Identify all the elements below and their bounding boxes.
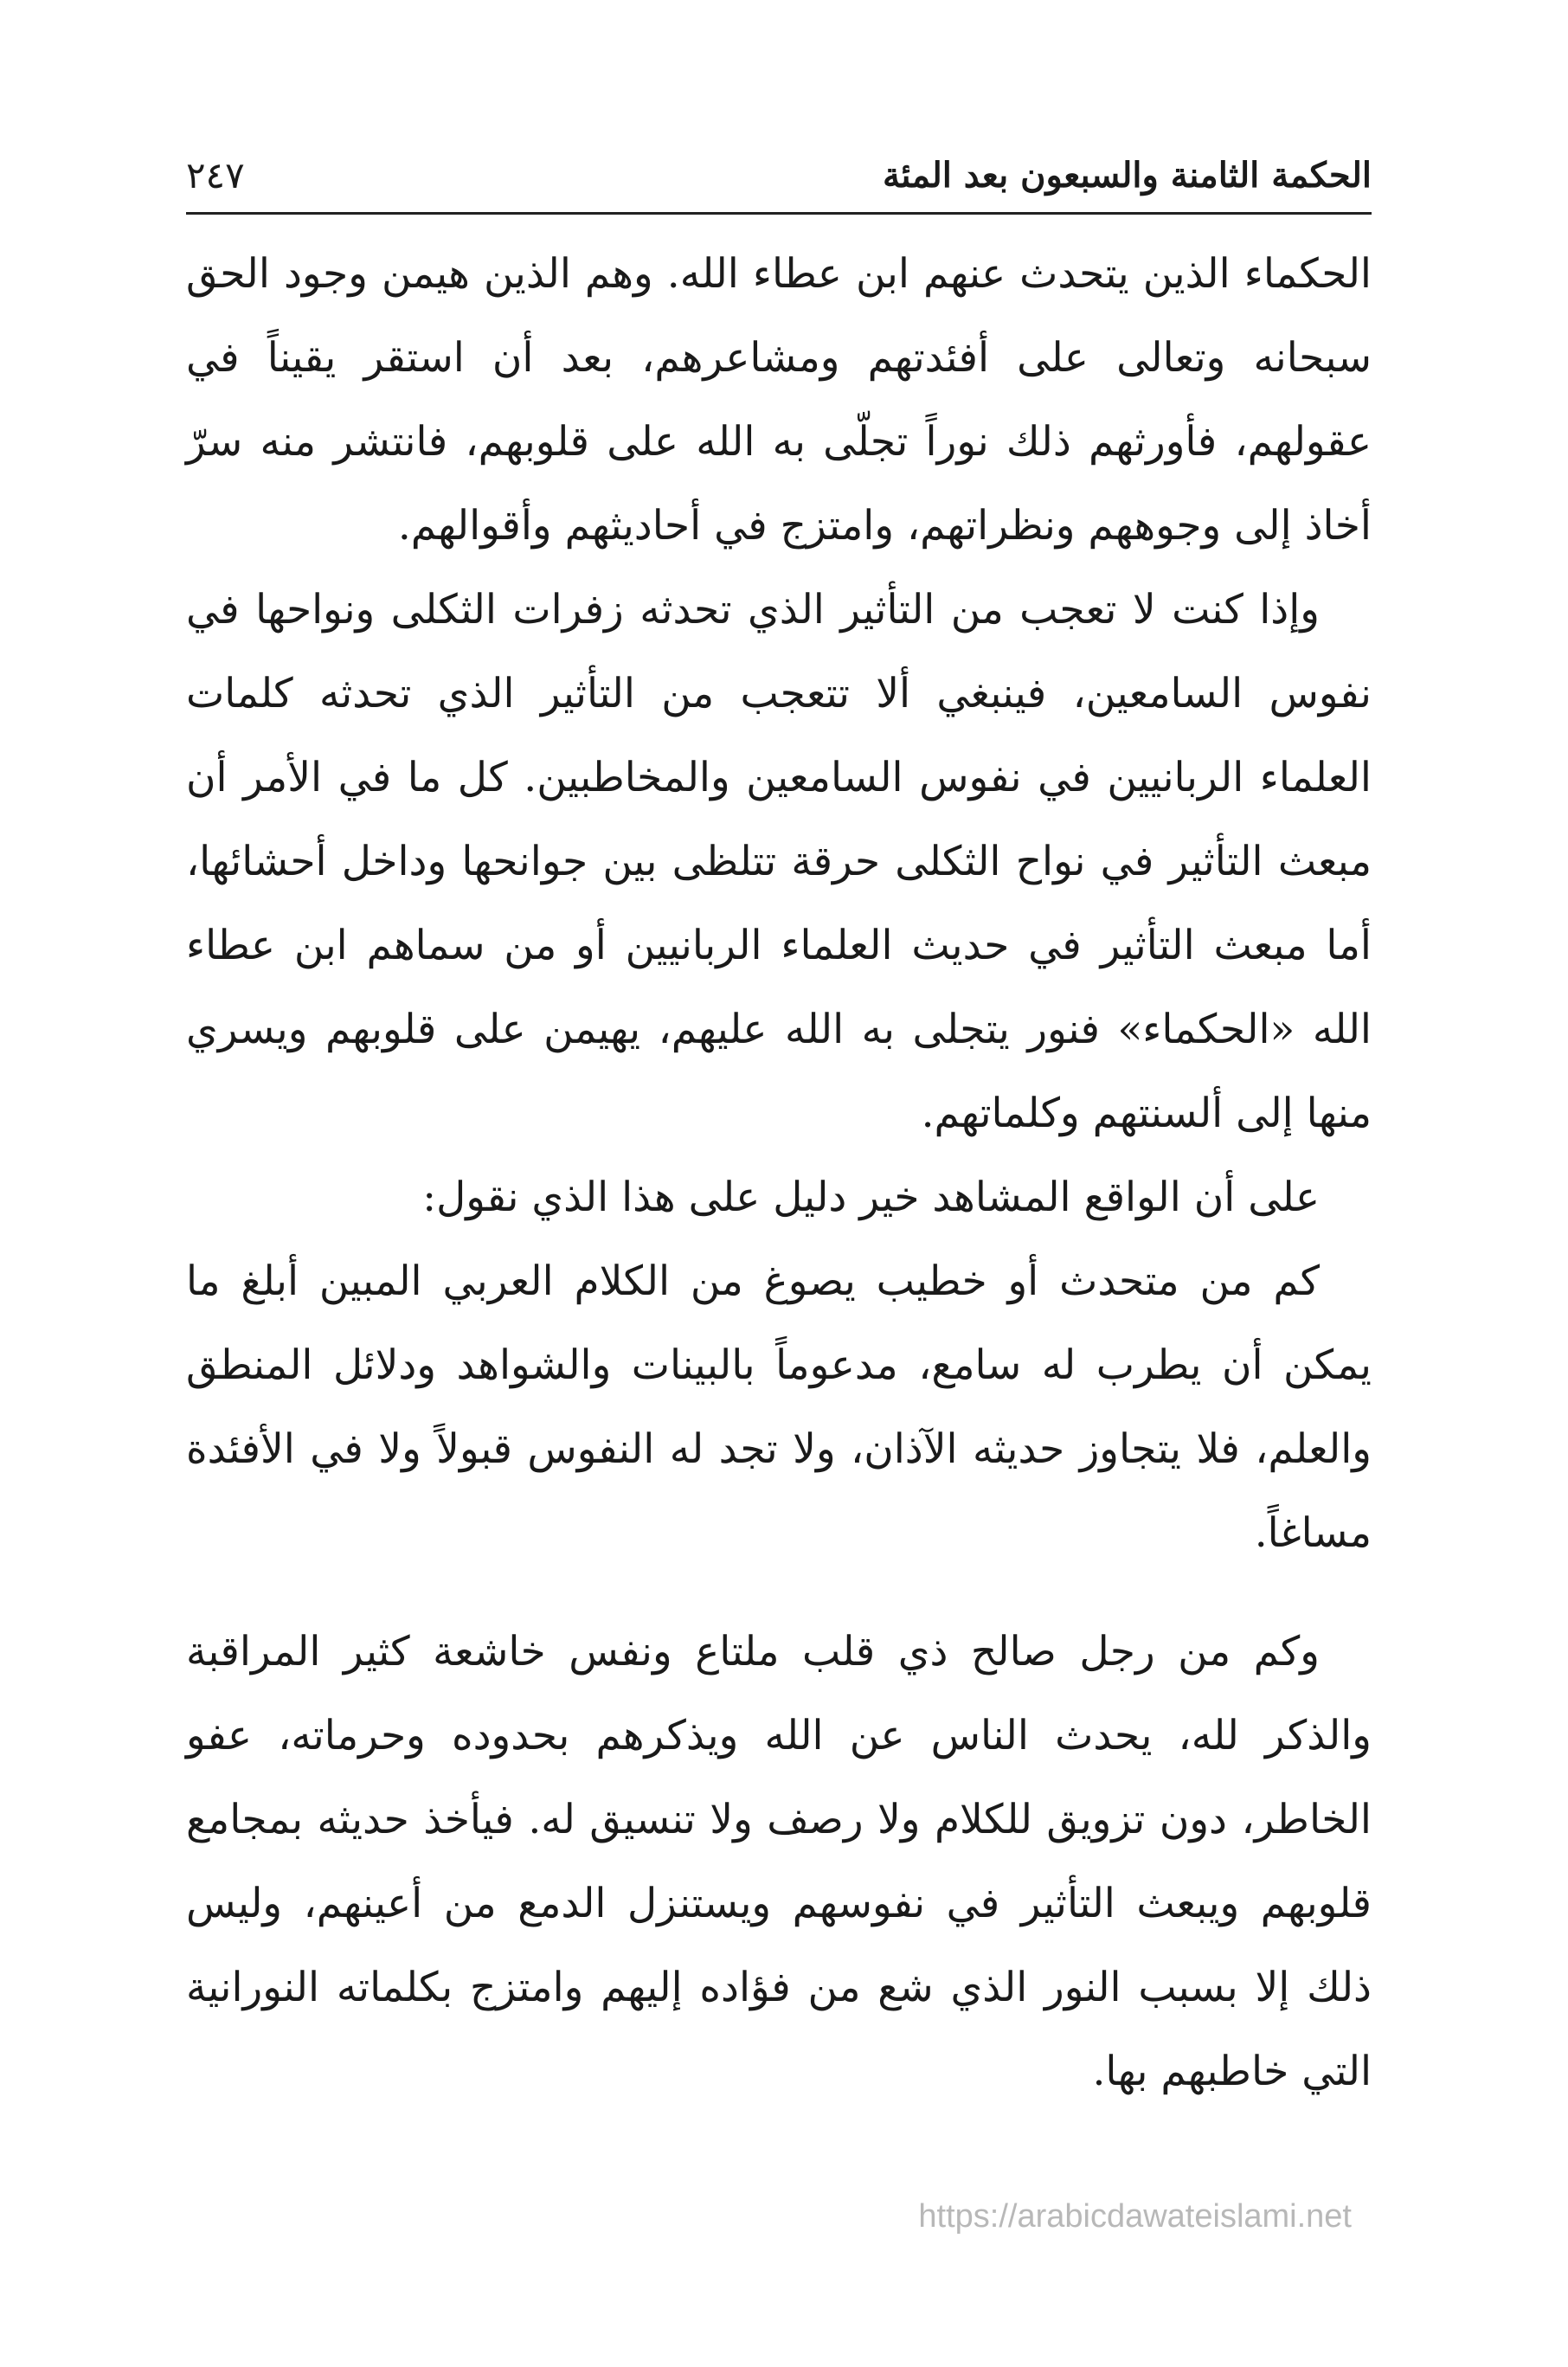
paragraph-2: وإذا كنت لا تعجب من التأثير الذي تحدثه زفرات الثكلى ونواحها في نفوس السامعين، فينبغي ألا تتعجب من التأثير الذي تحدثه كلمات العلماء الربانيين في نفوس السامعين والمخاطبين. كل ما في الأمر أن مبعث التأثير في نواح الثكلى حرقة تتلظى بين جوانحها وداخل أحشائها، أما مبعث التأثير في حديث العلماء الربانيين أو من سماهم ابن عطاء الله «الحكماء» فنور يتجلى به الله عليهم، يهيمن على قلوبهم ويسري منها إلى ألسنتهم وكلماتهم.	[186, 586, 1372, 1137]
header-rule	[186, 212, 1372, 215]
paragraph-3: على أن الواقع المشاهد خير دليل على هذا الذي نقول:	[422, 1174, 1320, 1221]
paragraph-1: الحكماء الذين يتحدث عنهم ابن عطاء الله. وهم الذين هيمن وجود الحق سبحانه وتعالى على أفئدتهم ومشاعرهم، بعد أن استقر يقيناً في عقولهم، فأورثهم ذلك نوراً تجلّى به الله على قلوبهم، فانتشر منه سرّ أخاذ إلى وجوههم ونظراتهم، وامتزج في أحاديثهم وأقوالهم.	[186, 250, 1372, 550]
paragraph-5: وكم من رجل صالح ذي قلب ملتاع ونفس خاشعة كثير المراقبة والذكر لله، يحدث الناس عن الله ويذكرهم بحدوده وحرماته، عفو الخاطر، دون تزويق للكلام ولا رصف ولا تنسيق له. فيأخذ حديثه بمجامع قلوبهم ويبعث التأثير في نفوسهم ويستنزل الدمع من أعينهم، وليس ذلك إلا بسبب النور الذي شع من فؤاده إليهم وامتزج بكلماته النورانية التي خاطبهم بها.	[186, 1628, 1372, 2095]
page-body	[186, 232, 1372, 2113]
watermark-url: https://arabicdawateislami.net	[918, 2198, 1352, 2235]
page-header	[186, 145, 1372, 206]
running-title: الحكمة الثامنة والسبعون بعد المئة	[882, 155, 1372, 196]
paragraph-4: كم من متحدث أو خطيب يصوغ من الكلام العربي المبين أبلغ ما يمكن أن يطرب له سامع، مدعوماً بالبينات والشواهد ودلائل المنطق والعلم، فلا يتجاوز حديثه الآذان، ولا تجد له النفوس قبولاً ولا في الأفئدة مساغاً.	[186, 1257, 1372, 1557]
page-number: ٢٤٧	[186, 154, 245, 196]
